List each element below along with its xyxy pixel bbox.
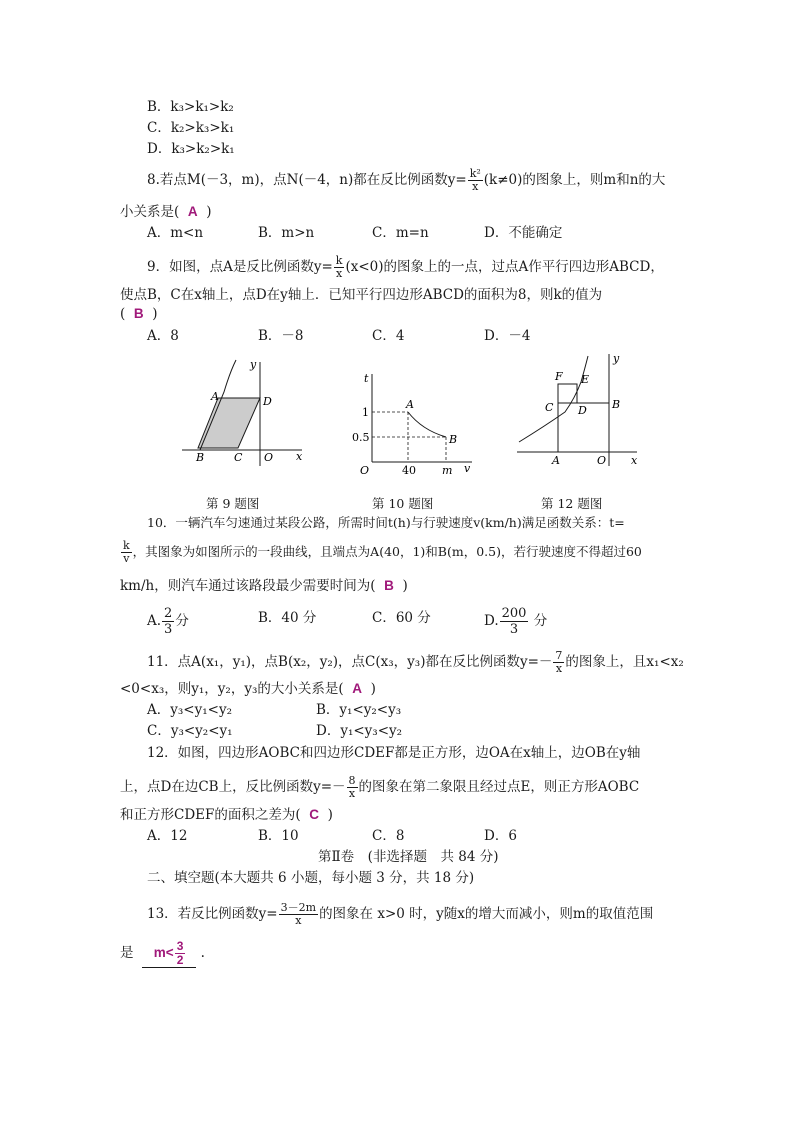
q11-text-a: 11．点A(x₁，y₁)，点B(x₂，y₂)，点C(x₃，y₃)都在反比例函数y=－ — [147, 654, 553, 670]
q7-option-d: D．k₃>k₂>k₁ — [147, 141, 235, 157]
q10-text-c: km/h，则汽车通过该路段最少需要时间为( — [120, 578, 376, 594]
q12-frac-num: 8 — [348, 774, 356, 787]
fig10-label-a: A — [406, 398, 414, 411]
q10-frac-num: k — [123, 539, 130, 552]
q9-answer: B — [133, 306, 144, 321]
q8-text-a: 8.若点M(－3，m)，点N(－4，n)都在反比例函数y= — [147, 172, 467, 188]
q11-text-c: <0<x₃，则y₁，y₂，y₃的大小关系是( — [120, 681, 344, 697]
fig12-label-f: F — [555, 370, 563, 383]
q13-answer-den: 2 — [176, 953, 184, 967]
fig12-square-cdef — [558, 384, 577, 403]
q12-stem-end — [120, 806, 333, 824]
q10-opt-d-frac — [500, 606, 529, 637]
q10-opt-a-pre: A. — [147, 613, 162, 629]
fig10-label-t: t — [364, 372, 369, 385]
q13-text-a: 13．若反比例函数y= — [147, 906, 278, 922]
q8-fraction — [468, 168, 483, 193]
q8-stem-cont — [120, 203, 212, 221]
q12-text-d: 和正方形CDEF的面积之差为( — [120, 807, 301, 823]
q10-opt-a-den: 3 — [164, 622, 173, 637]
q8-text-c: 小关系是( — [120, 204, 180, 220]
q13-frac-den: x — [295, 914, 302, 927]
q13-frac-num: 3－2m — [280, 901, 317, 914]
q8-opt-c: C．m=n — [372, 225, 429, 241]
q10-fraction — [121, 540, 132, 565]
q12-fraction — [347, 775, 358, 800]
fig12-label-e: E — [581, 373, 590, 386]
q9-opt-b: B．－8 — [258, 328, 304, 344]
fig9-parallelogram — [198, 398, 260, 448]
fig10-caption: 第 10 题图 — [372, 496, 434, 511]
q12-close: ) — [327, 807, 333, 823]
q10-opt-d-num: 200 — [501, 606, 527, 621]
q11-close: ) — [370, 681, 376, 697]
fig10-label-1: 1 — [362, 406, 369, 419]
fig10-curve — [408, 412, 446, 437]
q8-opt-b: B．m>n — [258, 225, 315, 241]
q9-frac-den: x — [336, 267, 343, 280]
q12-text-b: 上，点D在边CB上，反比例函数y=－ — [120, 779, 346, 795]
q10-opt-a-frac — [162, 606, 174, 637]
q7-option-b: B．k₃>k₁>k₂ — [147, 99, 234, 115]
q11-opt-c: C．y₃<y₂<y₁ — [147, 723, 233, 739]
q12-answer: C — [309, 807, 319, 822]
fig9-caption: 第 9 题图 — [206, 496, 260, 511]
q9-text-b: (x<0)的图象上的一点，过点A作平行四边形ABCD， — [345, 259, 664, 275]
q8-frac-num: k² — [469, 167, 481, 180]
q11-answer: A — [352, 681, 362, 696]
q13-answer-frac — [175, 940, 186, 967]
q9-close: ) — [152, 306, 158, 322]
q10-text-b: ，其图象为如图所示的一段曲线，且端点为A(40，1)和B(m，0.5)，若行驶速度不得超过60 — [132, 544, 642, 559]
figure-9 — [180, 358, 310, 470]
q11-opt-b: B．y₁<y₂<y₃ — [316, 702, 402, 718]
part2-title: 第Ⅱ卷 (非选择题 共 84 分) — [318, 849, 499, 865]
q8-close: ) — [206, 204, 212, 220]
fig12-curve — [519, 356, 588, 442]
q11-frac-num: 7 — [555, 649, 563, 662]
q10-close: ) — [402, 578, 408, 594]
q9-fraction — [334, 255, 345, 280]
q12-opt-c: C．8 — [372, 828, 405, 844]
q12-opt-d: D．6 — [484, 828, 517, 844]
section-title: 二、填空题(本大题共 6 小题，每小题 3 分，共 18 分) — [147, 870, 475, 886]
fig10-label-o: O — [360, 464, 370, 477]
q9-opt-d: D．－4 — [484, 328, 531, 344]
fig9-label-o: O — [264, 451, 274, 464]
fig10-label-40: 40 — [402, 464, 416, 477]
q12-opt-a: A．12 — [147, 828, 188, 844]
fig9-label-d: D — [263, 395, 272, 408]
q10-opt-d-pre: D. — [484, 613, 499, 629]
q8-text-b: (k≠0)的图象上，则m和n的大 — [483, 172, 666, 188]
q9-open: ( — [120, 306, 126, 322]
fig9-label-b: B — [196, 451, 205, 464]
q8-opt-a: A．m<n — [147, 225, 204, 241]
q10-opt-d — [484, 606, 547, 637]
q9-answer-line — [120, 305, 158, 323]
q13-text-c: 是 — [120, 945, 134, 961]
fig12-caption: 第 12 题图 — [541, 496, 603, 511]
q10-frac-den: v — [123, 552, 130, 565]
q11-fraction — [553, 650, 564, 675]
fig9-label-y: y — [250, 358, 257, 371]
figure-10 — [348, 370, 478, 478]
q13-stem — [147, 902, 653, 927]
q10-opt-d-post: 分 — [533, 613, 548, 629]
q9-opt-c: C．4 — [372, 328, 405, 344]
q10-opt-a-post: 分 — [175, 613, 189, 629]
q9-opt-a: A．8 — [147, 328, 179, 344]
q12-frac-den: x — [348, 787, 356, 800]
fig12-label-x: x — [631, 454, 638, 467]
q11-frac-den: x — [555, 662, 563, 675]
q8-opt-d: D．不能确定 — [484, 225, 563, 241]
fig10-label-05: 0.5 — [352, 431, 370, 444]
q9-text-c: 使点B，C在x轴上，点D在y轴上．已知平行四边形ABCD的面积为8，则k的值为 — [120, 287, 603, 303]
q8-answer: A — [187, 204, 198, 219]
q10-text-a: 10．一辆汽车匀速通过某段公路，所需时间t(h)与行驶速度v(km/h)满足函数关系：t= — [147, 515, 625, 530]
q10-opt-b: B．40 分 — [258, 610, 317, 626]
fig12-label-c: C — [545, 401, 554, 414]
q8-frac-den: x — [472, 180, 479, 193]
fig12-label-o: O — [597, 454, 607, 467]
fig12-label-d: D — [578, 404, 587, 417]
q13-answer-pre: m< — [153, 945, 174, 960]
q10-stem-end — [120, 577, 408, 595]
q10-answer: B — [384, 578, 394, 593]
fig12-label-y: y — [613, 352, 620, 365]
q12-opt-b: B．10 — [258, 828, 299, 844]
fig12-label-b: B — [612, 398, 621, 411]
q11-stem-cont — [120, 680, 376, 698]
q13-answer-blank — [142, 940, 197, 968]
fig10-label-b: B — [449, 433, 458, 446]
q10-opt-d-den: 3 — [509, 622, 519, 637]
figure-12 — [515, 352, 645, 470]
fig10-label-v: v — [464, 462, 471, 475]
fig9-label-x: x — [296, 450, 303, 463]
q10-opt-a — [147, 606, 189, 637]
q8-stem — [147, 168, 665, 193]
q10-opt-a-num: 2 — [164, 606, 173, 621]
q9-text-a: 9．如图，点A是反比例函数y= — [147, 259, 333, 275]
q9-frac-num: k — [335, 254, 343, 267]
q13-stem-cont — [120, 940, 205, 968]
q11-opt-a: A．y₃<y₁<y₂ — [147, 702, 232, 718]
q13-period: . — [200, 945, 205, 961]
fig12-label-a: A — [552, 454, 560, 467]
q9-stem — [147, 255, 664, 280]
fig9-label-c: C — [234, 451, 243, 464]
q13-text-b: 的图象在 x>0 时，y随x的增大而减小，则m的取值范围 — [319, 906, 654, 922]
q13-fraction — [279, 902, 318, 927]
q11-opt-d: D．y₁<y₃<y₂ — [316, 723, 403, 739]
q7-option-c: C．k₂>k₃>k₁ — [147, 120, 235, 136]
q12-text-a: 12．如图，四边形AOBC和四边形CDEF都是正方形，边OA在x轴上，边OB在y轴 — [147, 745, 641, 761]
q11-stem — [147, 650, 684, 675]
q10-stem-cont — [120, 540, 642, 565]
q10-opt-c: C．60 分 — [372, 610, 431, 626]
fig9-label-a: A — [211, 390, 219, 403]
fig10-label-m: m — [442, 464, 453, 477]
q12-stem-cont — [120, 775, 639, 800]
q12-text-c: 的图象在第二象限且经过点E，则正方形AOBC — [358, 779, 640, 795]
q11-text-b: 的图象上，且x₁<x₂ — [565, 654, 684, 670]
q13-answer-num: 3 — [176, 939, 184, 953]
